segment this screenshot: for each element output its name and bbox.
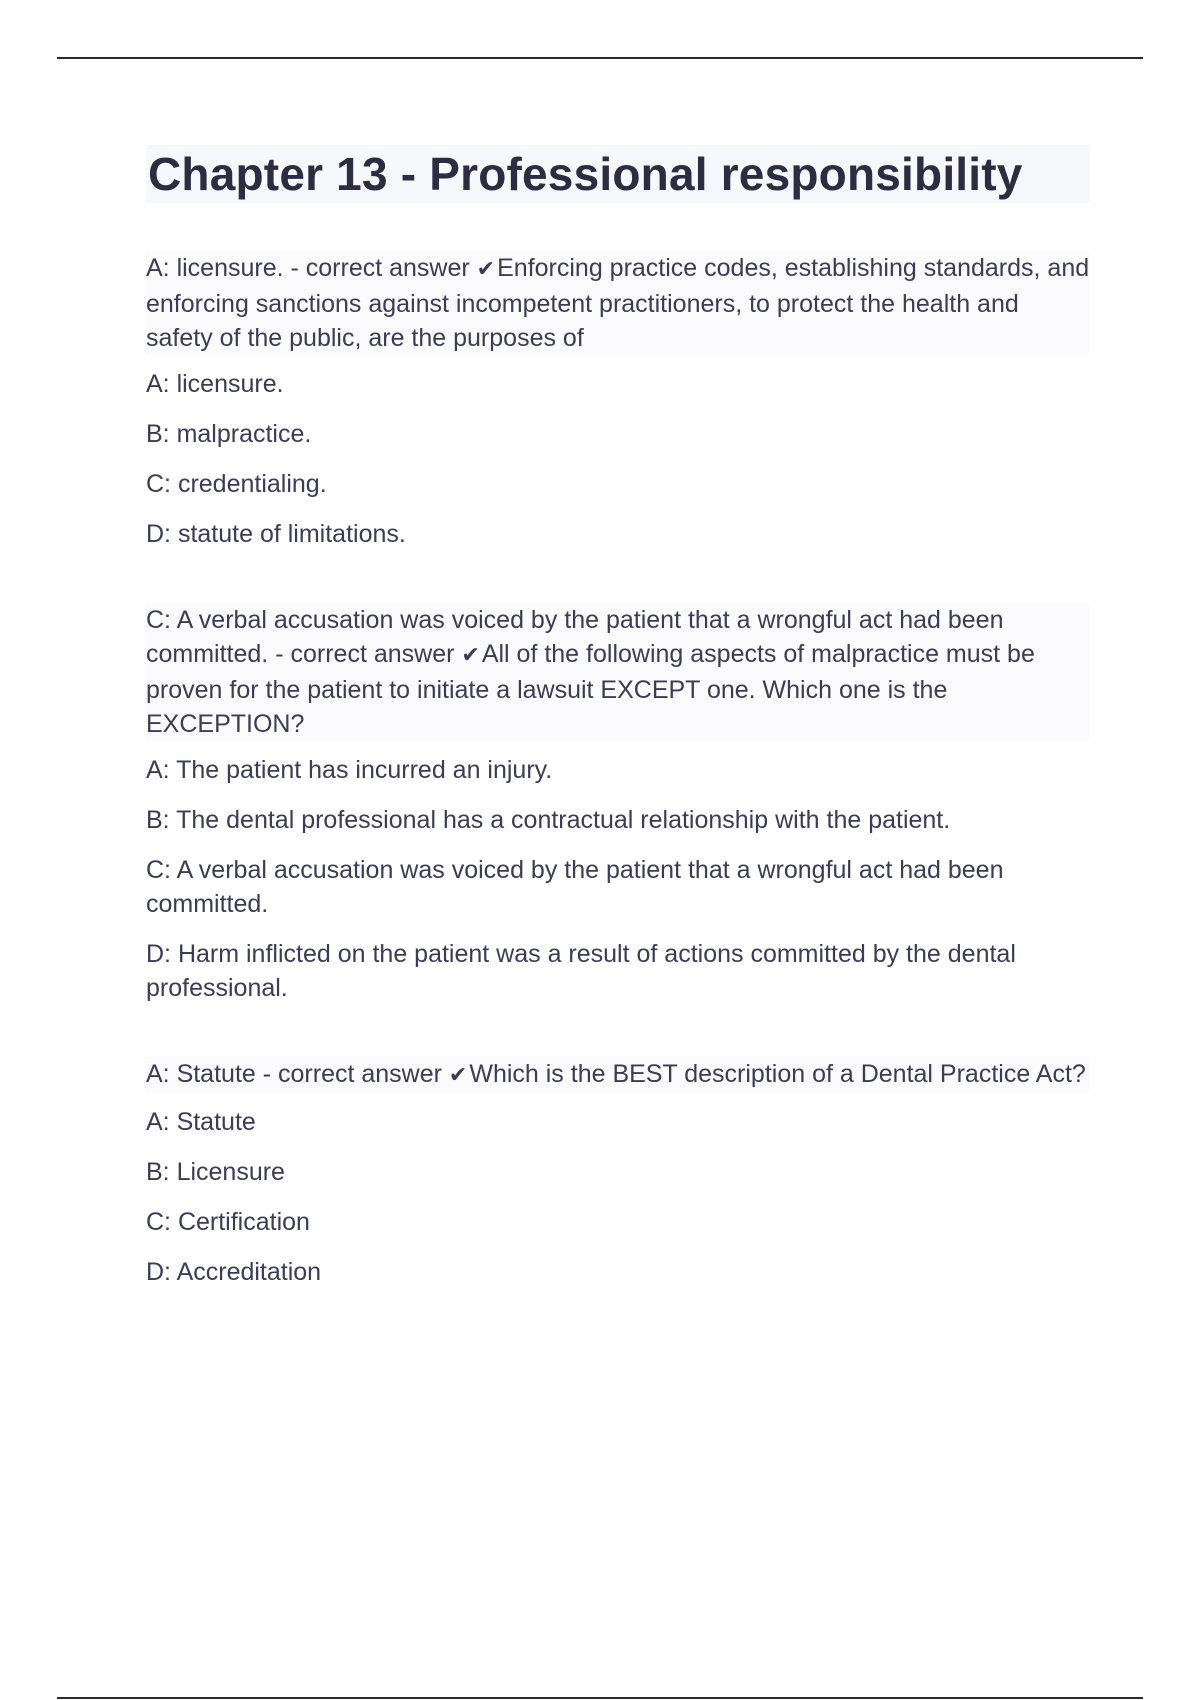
question-prompt: Enforcing practice codes, establishing standards, and enforcing sanctions against incompetent practitioners, to protect the health and safety of the public, are the purposes of [146, 254, 1090, 352]
page-title: Chapter 13 - Professional responsibility [146, 145, 1090, 203]
option-d: D: Harm inflicted on the patient was a result of actions committed by the dental professional. [146, 940, 1016, 1002]
option-d: D: Accreditation [146, 1258, 322, 1286]
correct-answer: A: licensure. [146, 254, 284, 282]
correct-answer: A: Statute [146, 1060, 256, 1088]
question-block [146, 603, 1090, 1005]
option-a: A: Statute [146, 1108, 256, 1136]
bottom-divider [57, 1697, 1143, 1699]
option-a: A: The patient has incurred an injury. [146, 756, 553, 784]
option-c: C: credentialing. [146, 470, 327, 498]
option-c: C: Certification [146, 1208, 310, 1236]
option-a: A: licensure. [146, 370, 284, 398]
correct-answer: C: A verbal accusation was voiced by the patient that a wrongful act had been committed. [146, 606, 1004, 668]
correct-answer-tag: - correct answer [268, 640, 462, 668]
option-c: C: A verbal accusation was voiced by the patient that a wrongful act had been committed. [146, 856, 1004, 918]
question-stem [146, 251, 1090, 355]
document-body [146, 145, 1090, 1305]
option-d: D: statute of limitations. [146, 520, 406, 548]
option-b: B: Licensure [146, 1158, 285, 1186]
option-b: B: malpractice. [146, 420, 312, 448]
check-icon: ✔ [461, 643, 480, 668]
correct-answer-tag: - correct answer [255, 1060, 449, 1088]
question-stem [146, 603, 1090, 741]
correct-answer-tag: - correct answer [283, 254, 477, 282]
top-divider [57, 57, 1143, 59]
question-block [146, 1057, 1090, 1289]
check-icon: ✔ [476, 257, 496, 282]
question-prompt: Which is the BEST description of a Dental Practice Act? [469, 1060, 1086, 1088]
option-b: B: The dental professional has a contractual relationship with the patient. [146, 806, 951, 834]
check-icon: ✔ [448, 1063, 468, 1088]
question-prompt: All of the following aspects of malpractice must be proven for the patient to initiate a lawsuit EXCEPT one. Which one is the EXCEPTION? [146, 640, 1035, 738]
question-stem [146, 1057, 1090, 1093]
question-block [146, 251, 1090, 551]
